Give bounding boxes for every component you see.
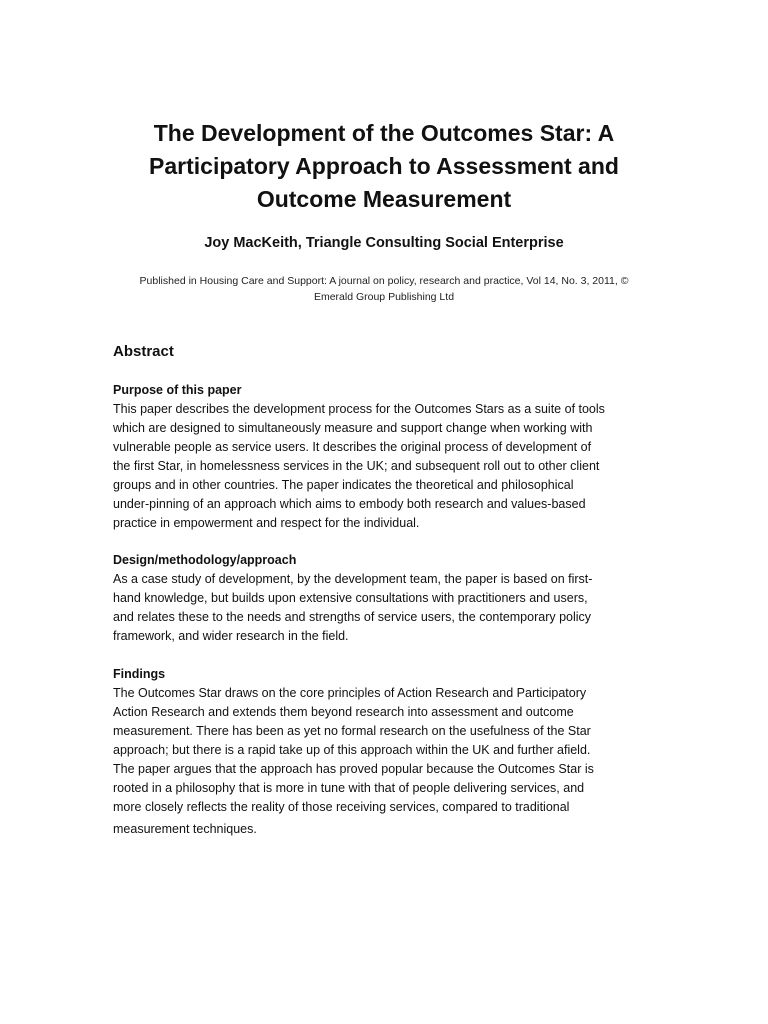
title-line: The Development of the Outcomes Star: A bbox=[153, 120, 615, 146]
publication-note-line: Published in Housing Care and Support: A journal on policy, research and practice, Vol 14, No. 3, 2011, © bbox=[139, 275, 629, 287]
paragraph-line: practice in empowerment and respect for the individual. bbox=[113, 516, 420, 530]
title-line: Outcome Measurement bbox=[256, 186, 512, 212]
author-line: Joy MacKeith, Triangle Consulting Social Enterprise bbox=[204, 235, 564, 251]
publication-note bbox=[100, 273, 668, 305]
paragraph-line: vulnerable people as service users. It describes the original process of development of bbox=[113, 440, 592, 454]
paragraph-line: The Outcomes Star draws on the core principles of Action Research and Participatory bbox=[113, 686, 587, 700]
abstract-heading: Abstract bbox=[113, 343, 174, 360]
paragraph-line: measurement. There has been as yet no formal research on the usefulness of the Star bbox=[113, 724, 591, 738]
paragraph-line: The paper argues that the approach has proved popular because the Outcomes Star is bbox=[113, 762, 594, 776]
paragraph-line: Action Research and extends them beyond research into assessment and outcome bbox=[113, 705, 574, 719]
paragraph-line: and relates these to the needs and strengths of service users, the contemporary policy bbox=[113, 610, 592, 624]
publication-note-line: Emerald Group Publishing Ltd bbox=[313, 291, 455, 303]
paragraph-line: more closely reflects the reality of those receiving services, compared to traditional bbox=[113, 800, 570, 814]
paragraph-line: which are designed to simultaneously measure and support change when working with bbox=[113, 421, 593, 435]
paragraph-line: As a case study of development, by the development team, the paper is based on first- bbox=[113, 572, 593, 586]
section-heading: Design/methodology/approach bbox=[113, 553, 297, 567]
paragraph-line: hand knowledge, but builds upon extensive consultations with practitioners and users, bbox=[113, 591, 588, 605]
section-findings bbox=[113, 665, 658, 839]
section-heading: Purpose of this paper bbox=[113, 383, 242, 397]
section-heading: Findings bbox=[113, 667, 166, 681]
paragraph-line: groups and in other countries. The paper indicates the theoretical and philosophical bbox=[113, 478, 574, 492]
paragraph-line: the first Star, in homelessness services in the UK; and subsequent roll out to other client bbox=[113, 459, 600, 473]
section-design-methodology bbox=[113, 551, 658, 646]
paragraph-line: rooted in a philosophy that is more in tune with that of people delivering services, and bbox=[113, 781, 585, 795]
paragraph-line: measurement techniques. bbox=[113, 822, 257, 836]
section-purpose bbox=[113, 381, 658, 533]
title-line: Participatory Approach to Assessment and bbox=[149, 153, 619, 179]
paragraph-line: approach; but there is a rapid take up of this approach within the UK and further afield. bbox=[113, 743, 591, 757]
paragraph-line: framework, and wider research in the field. bbox=[113, 629, 349, 643]
paragraph-line: under-pinning of an approach which aims to embody both research and values-based bbox=[113, 497, 586, 511]
paper-title bbox=[100, 117, 668, 216]
paragraph-line: This paper describes the development process for the Outcomes Stars as a suite of tools bbox=[113, 402, 605, 416]
